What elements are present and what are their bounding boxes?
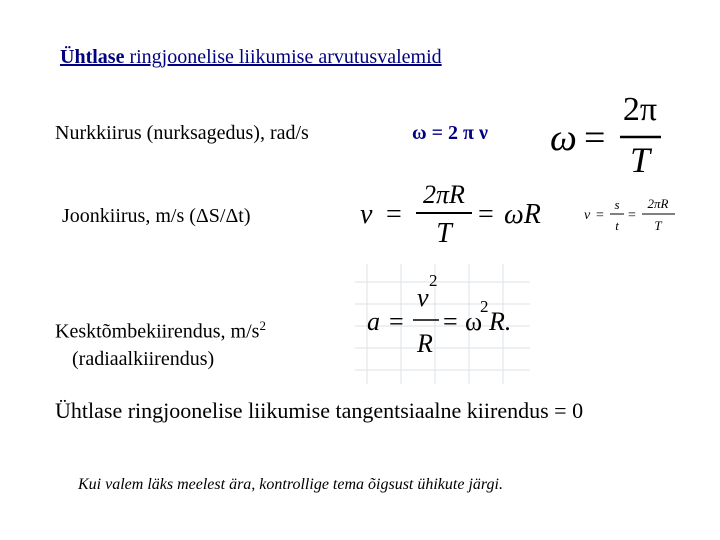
formula-equals-2: = (478, 199, 494, 230)
formula-equals-2: = (628, 208, 636, 223)
angular-velocity-label: Nurkkiirus (nurksagedus), rad/s (55, 122, 309, 144)
formula-rhs-tail: R. (489, 307, 512, 336)
formula-equals: = (389, 307, 404, 336)
formula-numerator-2: 2πR (647, 196, 669, 211)
title-rest: ringjoonelise liikumise arvutusvalemid (124, 46, 442, 68)
formula-omega: ω (465, 307, 483, 336)
formula-numerator: v (417, 283, 429, 312)
formula-rhs: ωR (504, 199, 541, 230)
formula-equals-2: = (443, 307, 458, 336)
centripetal-acceleration-formula (345, 262, 535, 387)
angular-velocity-formula (548, 92, 668, 182)
formula-lhs: v (584, 208, 591, 223)
footnote: Kui valem läks meelest ära, kontrollige tema õigsust ühikute järgi. (78, 476, 503, 493)
formula-numerator: 2π (622, 91, 658, 128)
formula-numerator-1: s (614, 197, 620, 212)
formula-numerator: 2πR (423, 180, 465, 209)
linear-velocity-formula (358, 178, 558, 248)
formula-equals: = (584, 117, 606, 159)
formula-denominator-2: T (654, 218, 662, 233)
tangential-acceleration-statement: Ühtlase ringjoonelise liikumise tangentsiaalne kiirendus = 0 (55, 398, 584, 423)
formula-lhs: a (367, 307, 380, 336)
page-title (60, 46, 442, 69)
numerator-exponent: 2 (429, 271, 438, 290)
formula-equals: = (386, 199, 402, 230)
centripetal-acceleration-sublabel: (radiaalkiirendus) (72, 348, 215, 370)
omega-exponent: 2 (480, 297, 489, 316)
formula-equals: = (596, 208, 604, 223)
angular-velocity-formula-text: ω = 2 π ν (412, 122, 488, 144)
formula-lhs: ω (550, 117, 577, 159)
title-bold-part: Ühtlase (60, 46, 125, 68)
formula-lhs: v (360, 199, 373, 230)
unit-exponent: 2 (259, 318, 266, 333)
centripetal-acceleration-label-text: Kesktõmbekiirendus, m/s (55, 320, 260, 343)
formula-denominator: R (417, 329, 433, 358)
centripetal-acceleration-label (55, 318, 266, 344)
formula-denominator: T (629, 140, 651, 180)
linear-velocity-label: Joonkiirus, m/s (ΔS/Δt) (62, 205, 251, 227)
linear-velocity-formula-small (582, 193, 682, 238)
formula-denominator-1: t (615, 218, 619, 233)
formula-denominator: T (436, 218, 452, 249)
